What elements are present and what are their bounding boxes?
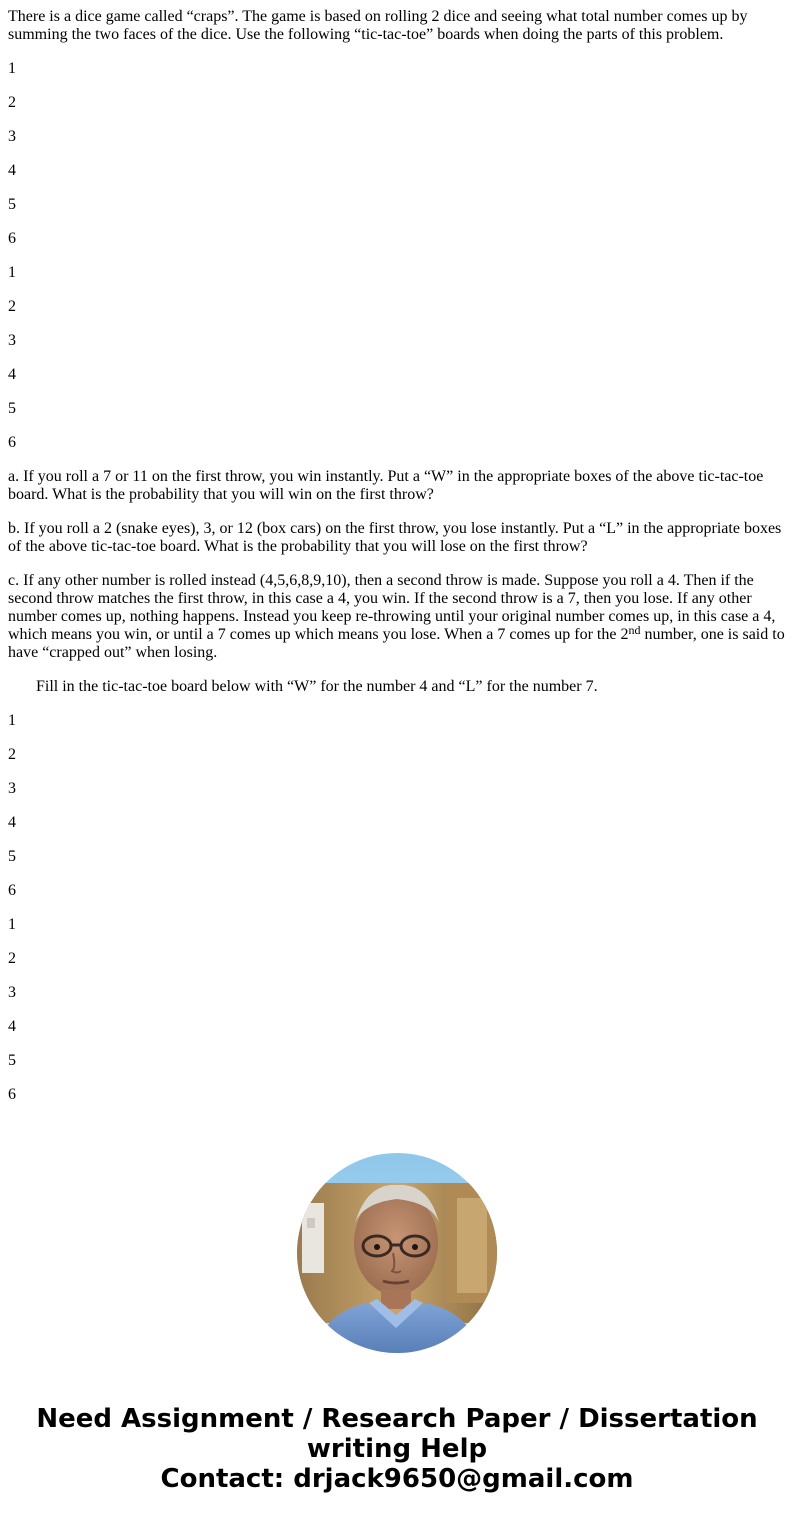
board-2-row-label: 1 (8, 712, 16, 729)
board-2-col-label: 1 (8, 916, 16, 933)
part-b-paragraph: b. If you roll a 2 (snake eyes), 3, or 12 (box cars) on the first throw, you lose instantly. Put a “L” in the appropriate boxes of the above tic-tac-toe board. What is the probability that you will lose on the first throw? (8, 520, 782, 555)
board-1-row-label: 2 (8, 94, 16, 111)
part-c-paragraph (8, 572, 786, 662)
board-1-row-label: 6 (8, 230, 16, 247)
footer-banner (0, 1404, 794, 1494)
board-1-row-label: 3 (8, 128, 16, 145)
board-2-row-label: 2 (8, 746, 16, 763)
document-body (8, 8, 786, 1120)
profile-photo (297, 1153, 497, 1353)
fill-instruction: Fill in the tic-tac-toe board below with “W” for the number 4 and “L” for the number 7. (36, 678, 598, 695)
board-2-row-label: 3 (8, 780, 16, 797)
board-1-row-label: 4 (8, 162, 16, 179)
board-1-col-label: 4 (8, 366, 16, 383)
ordinal-suffix: nd (628, 623, 641, 637)
board-1-col-label: 1 (8, 264, 16, 281)
footer-line-2: writing Help (306, 1434, 488, 1464)
board-2-col-label: 2 (8, 950, 16, 967)
part-c-text-end: number, one is said to have “crapped out” when losing. (8, 626, 785, 661)
board-1-row-label: 5 (8, 196, 16, 213)
part-c-text: c. If any other number is rolled instead (4,5,6,8,9,10), then a second throw is made. Suppose you roll a 4. Then if the second throw matches the first throw, in this case a 4, you win. If the second throw is a 7, then you lose. If any other number comes up, nothing happens. Instead you keep re-throwing until your original number comes up, in this case a 4, which means you win, or until a 7 comes up which means you lose. When a 7 comes up for the 2 (8, 572, 776, 643)
board-1-col-label: 2 (8, 298, 16, 315)
part-a-paragraph: a. If you roll a 7 or 11 on the first throw, you win instantly. Put a “W” in the appropriate boxes of the above tic-tac-toe board. What is the probability that you will win on the first throw? (8, 468, 764, 503)
board-1-col-label: 6 (8, 434, 16, 451)
board-2-col-label: 6 (8, 1086, 16, 1103)
footer-contact: Contact: drjack9650@gmail.com (160, 1464, 634, 1494)
board-1-row-label: 1 (8, 60, 16, 77)
board-1 (8, 60, 786, 452)
intro-paragraph: There is a dice game called “craps”. The game is based on rolling 2 dice and seeing what total number comes up by summing the two faces of the dice. Use the following “tic-tac-toe” boards when doing the parts of this problem. (8, 8, 748, 43)
board-2 (8, 712, 786, 1104)
board-2-col-label: 4 (8, 1018, 16, 1035)
footer-line-1: Need Assignment / Research Paper / Dissertation (36, 1404, 758, 1434)
board-2-col-label: 5 (8, 1052, 16, 1069)
board-2-row-label: 6 (8, 882, 16, 899)
board-2-row-label: 4 (8, 814, 16, 831)
board-1-col-label: 3 (8, 332, 16, 349)
board-2-col-label: 3 (8, 984, 16, 1001)
board-2-row-label: 5 (8, 848, 16, 865)
board-1-col-label: 5 (8, 400, 16, 417)
